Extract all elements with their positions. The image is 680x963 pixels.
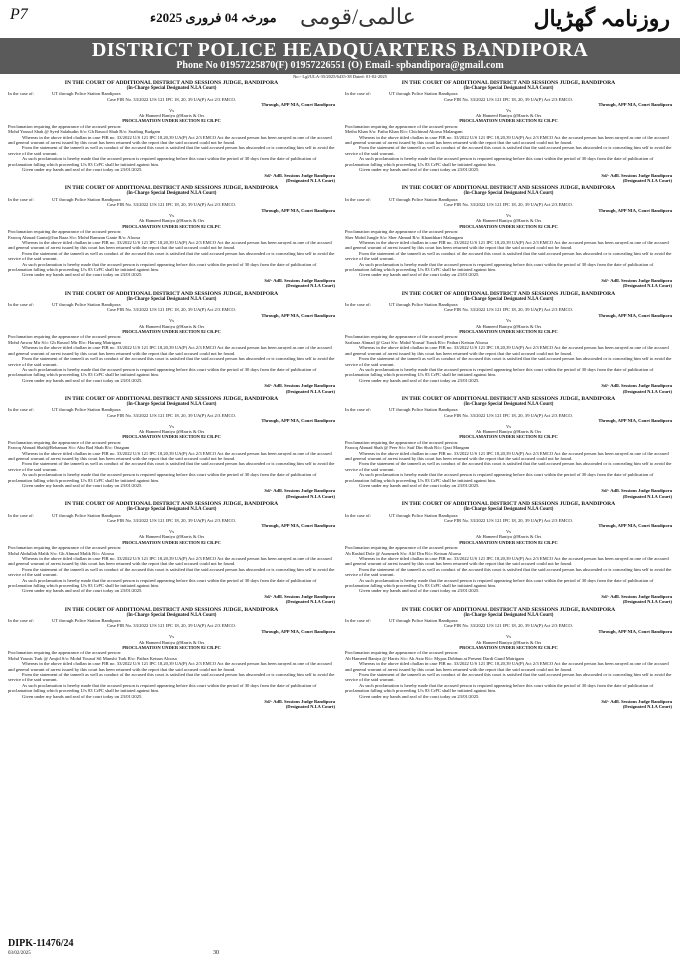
paragraph-3: As such proclamation is hereby made that the accused person is required appearing before this court within the period of 30 days from the date of publication of proclamation falling which proceeding U/s 83 CrPC shall be initiated against him. bbox=[8, 261, 317, 272]
through-line: Through, APP NIA, Court Bandipora bbox=[261, 312, 335, 318]
court-heading: IN THE COURT OF ADDITIONAL DISTRICT AND SESSIONS JUDGE, BANDIPORA bbox=[64, 80, 279, 86]
court-heading: IN THE COURT OF ADDITIONAL DISTRICT AND SESSIONS JUDGE, BANDIPORA bbox=[401, 501, 616, 508]
given-line: Given under my hands and seal of the court today on 23/01/2025. bbox=[22, 272, 143, 278]
footer bbox=[8, 938, 672, 960]
case-label: In the case of: bbox=[345, 512, 371, 518]
given-line: Given under my hands and seal of the court today on 23/01/2025. bbox=[22, 377, 143, 383]
vs-line: Vs bbox=[168, 634, 175, 640]
court-heading: IN THE COURT OF ADDITIONAL DISTRICT AND SESSIONS JUDGE, BANDIPORA bbox=[401, 290, 616, 297]
accused-person: Ab Rashid Dole @ Aurunzeb S/o: Alif Din R/o: Ketsun Aloosa bbox=[345, 550, 462, 556]
accused-person: Mohd Younis Turk @ Amjid S/o: Mohd Yousuf Sil Munshi Turk R/o: Pathra Ketsun Aloosa bbox=[8, 655, 177, 661]
given-line: Given under my hands and seal of the court today on 23/01/2025. bbox=[22, 167, 143, 173]
case-line2: Case FIR No. 33/2022 U/S 121 IPC 18, 20, 39 UA(P) Act 2/3 EMCO. bbox=[106, 412, 236, 418]
proclamation-title: PROCLAMATION UNDER SECTION 82 CR.PC bbox=[122, 645, 221, 650]
paragraph-1: Whereas in the above titled challan in case FIR no. 33/2022 U/S 121 IPC 18,20,39 UA(P) Act 2/3 EMCO Act the accused person has been arrayed as one of the accused and general warrant of arrest issued by this court has been returned with the report that the said accused could not be found. bbox=[345, 134, 669, 146]
paragraph-1: Whereas in the above titled challan in case FIR no. 33/2022 U/S 121 IPC 18,20,39 UA(P) Act 2/3 EMCO Act the accused person has been arrayed as one of the accused and general warrant of arrest issued by this court has been returned with the report that the said accused could not be found. bbox=[8, 661, 332, 672]
case-line1: UT through Police Station Bandipora bbox=[52, 407, 121, 413]
proclamation-request: Proclamation requiring the appearance of the accused person: bbox=[8, 545, 122, 551]
proclamation-title: PROCLAMATION UNDER SECTION 82 CR.PC bbox=[459, 118, 558, 124]
accused-main: Ab Hameed Baniya @Harris & Ors bbox=[475, 113, 542, 119]
given-line: Given under my hands and seal of the court today on 23/01/2025. bbox=[359, 483, 480, 489]
case-line2: Case FIR No. 33/2022 U/S 121 IPC 18, 20, 39 UA(P) Act 2/3 EMCO. bbox=[106, 96, 236, 102]
accused-main: Ab Hameed Baniya @Harris & Ors bbox=[138, 323, 205, 329]
accused-main: Ab Hameed Baniya @Harris & Ors bbox=[138, 534, 205, 540]
case-line1: UT through Police Station Bandipora bbox=[52, 617, 121, 623]
signature-line: Sd/- Adll. Sessions Judge Bandipora bbox=[601, 383, 672, 389]
proclamation-notice bbox=[345, 291, 672, 394]
proclamation-notice bbox=[345, 607, 672, 710]
reference-number: No:- Lgl/ULA-35/2025/6435-38 Dated: 01-02-2025 bbox=[293, 74, 387, 79]
accused-person: Farooq Ahmad Shah @ Peer S/o: Saif Din Shah R/o: Qazi Mangam bbox=[345, 445, 470, 451]
court-subheading: (In-Charge Special Designated N.I.A Court) bbox=[463, 86, 554, 91]
paragraph-1: Whereas in the above titled challan in case FIR no. 33/2022 U/S 121 IPC 18,20,39 UA(P) Act 2/3 EMCO Act the accused person has been arrayed as one of the accused and general warrant of arrest issued by this court has been returned with the report that the said accused could not be found. bbox=[8, 345, 332, 356]
case-line1: UT through Police Station Bandipora bbox=[52, 91, 121, 97]
accused-person: Mohd Anwar Mir S/o: Gh Rasool Mir R/o: Harung Matrigam bbox=[8, 339, 121, 345]
given-line: Given under my hands and seal of the court today on 23/01/2025. bbox=[359, 693, 480, 699]
proclamation-notice bbox=[345, 501, 672, 604]
signature-court: (Designated N.I.A Court) bbox=[622, 704, 672, 710]
case-line1: UT through Police Station Bandipora bbox=[52, 512, 121, 518]
paragraph-2: From the statement of the tameeli as well as conduct of the accused this court is satisfied that the said accused person has absconded or is concealing him self to avoid the service of the said warrant. bbox=[345, 672, 672, 683]
paragraph-3: As such proclamation is hereby made that the accused person is required appearing before this court within the period of 30 days from the date of publication of proclamation falling which proceeding U/s 83 CrPC shall be initiated against him. bbox=[345, 472, 654, 483]
vs-line: Vs bbox=[168, 212, 175, 218]
paragraph-3: As such proclamation is hereby made that the accused person is required appearing before this court within the period of 30 days from the date of publication of proclamation falling which proceeding U/s 83 CrPC shall be initiated against him. bbox=[8, 577, 317, 588]
paragraph-1: Whereas in the above titled challan in case FIR no. 33/2022 U/S 121 IPC 18,20,39 UA(P) Act 2/3 EMCO Act the accused person has been arrayed as one of the accused and general warrant of arrest issued by this court has been returned with the report that the said accused could not be found. bbox=[8, 450, 332, 461]
paragraph-2: From the statement of the tameeli as well as conduct of the accused this court is satisfied that the said accused person has absconded or is concealing him self to avoid the service of the said warrant. bbox=[8, 566, 335, 578]
case-line2: Case FIR No. 33/2022 U/S 121 IPC 18, 20, 39 UA(P) Act 2/3 EMCO. bbox=[106, 518, 236, 524]
signature-court: (Designated N.I.A Court) bbox=[622, 493, 672, 499]
case-label: In the case of: bbox=[345, 91, 371, 97]
paragraph-1: Whereas in the above titled challan in case FIR no. 33/2022 U/S 121 IPC 18,20,39 UA(P) Act 2/3 EMCO Act the accused person has been arrayed as one of the accused and general warrant of arrest issued by this court has been returned with the report that the said accused could not be found. bbox=[345, 661, 669, 672]
through-line: Through, APP NIA, Court Bandipora bbox=[598, 102, 672, 108]
court-subheading: (In-Charge Special Designated N.I.A Court) bbox=[463, 507, 554, 513]
paragraph-3: As such proclamation is hereby made that the accused person is required appearing before this court within the period of 30 days from the date of publication of proclamation falling which proceeding U/s 83 CrPC shall be initiated against him. bbox=[345, 156, 654, 167]
paragraph-1: Whereas in the above titled challan in case FIR no. 33/2022 U/S 121 IPC 18,20,39 UA(P) Act 2/3 EMCO Act the accused person has been arrayed as one of the accused and general warrant of arrest issued by this court has been returned with the report that the said accused could not be found. bbox=[8, 555, 332, 567]
banner-title: DISTRICT POLICE HEADQUARTERS BANDIPORA bbox=[91, 39, 589, 61]
case-line2: Case FIR No. 33/2022 U/S 121 IPC 18, 20, 39 UA(P) Act 2/3 EMCO. bbox=[443, 518, 573, 524]
signature-line: Sd/- Adll. Sessions Judge Bandipora bbox=[264, 488, 335, 494]
case-line1: UT through Police Station Bandipora bbox=[52, 302, 121, 308]
paragraph-3: As such proclamation is hereby made that the accused person is required appearing before this court within the period of 30 days from the date of publication of proclamation falling which proceeding U/s 83 CrPC shall be initiated against him. bbox=[8, 366, 317, 378]
case-line1: UT through Police Station Bandipora bbox=[389, 617, 458, 623]
accused-main: Ab Hameed Baniya @Harris & Ors bbox=[475, 534, 542, 540]
court-heading: IN THE COURT OF ADDITIONAL DISTRICT AND SESSIONS JUDGE, BANDIPORA bbox=[401, 185, 616, 192]
case-label: In the case of: bbox=[8, 617, 34, 623]
vs-line: Vs bbox=[168, 528, 175, 534]
signature-court: (Designated N.I.A Court) bbox=[285, 599, 335, 605]
proclamation-notice bbox=[8, 80, 335, 183]
proclamation-notice bbox=[345, 80, 672, 183]
accused-main: Ab Hameed Baniya @Harris & Ors bbox=[475, 218, 542, 224]
proclamation-notice bbox=[8, 501, 335, 604]
signature-court: (Designated N.I.A Court) bbox=[622, 599, 672, 605]
proclamation-notice bbox=[8, 396, 335, 499]
proclamation-request: Proclamation requiring the appearance of the accused person: bbox=[8, 439, 122, 445]
newspaper-name: روزنامہ گھڑیال bbox=[533, 6, 670, 31]
accused-main: Ab Hameed Baniya @Harris & Ors bbox=[475, 639, 542, 645]
signature-line: Sd/- Adll. Sessions Judge Bandipora bbox=[601, 172, 672, 178]
vs-line: Vs bbox=[505, 107, 512, 113]
through-line: Through, APP NIA, Court Bandipora bbox=[261, 523, 335, 529]
accused-main: Ab Hameed Baniya @Harris & Ors bbox=[138, 113, 205, 119]
through-line: Through, APP NIA, Court Bandipora bbox=[598, 312, 672, 318]
signature-line: Sd/- Adll. Sessions Judge Bandipora bbox=[264, 593, 335, 599]
given-line: Given under my hands and seal of the court today on 23/01/2025. bbox=[359, 167, 480, 173]
accused-person: Farooq Ahmad Shah@Rehaman S/o: Abu Bad Shah R/o: Onagam bbox=[8, 445, 130, 451]
signature-line: Sd/- Adll. Sessions Judge Bandipora bbox=[264, 383, 335, 389]
signature-court: (Designated N.I.A Court) bbox=[285, 388, 335, 394]
court-heading: IN THE COURT OF ADDITIONAL DISTRICT AND SESSIONS JUDGE, BANDIPORA bbox=[64, 501, 279, 508]
signature-court: (Designated N.I.A Court) bbox=[622, 177, 672, 183]
case-line2: Case FIR No. 33/2022 U/S 121 IPC 18, 20, 39 UA(P) Act 2/3 EMCO. bbox=[443, 623, 573, 629]
paragraph-1: Whereas in the above titled challan in case FIR no. 33/2022 U/S 121 IPC 18,20,39 UA(P) Act 2/3 EMCO Act the accused person has been arrayed as one of the accused and general warrant of arrest issued by this court has been returned with the report that the said accused could not be found. bbox=[345, 345, 669, 356]
given-line: Given under my hands and seal of the court today on 23/01/2025. bbox=[22, 693, 143, 699]
through-line: Through, APP NIA, Court Bandipora bbox=[261, 102, 335, 108]
proclamation-notice bbox=[345, 396, 672, 499]
proclamation-title: PROCLAMATION UNDER SECTION 82 CR.PC bbox=[459, 329, 558, 335]
proclamation-notice bbox=[8, 291, 335, 394]
proclamation-title: PROCLAMATION UNDER SECTION 82 CR.PC bbox=[122, 118, 221, 124]
through-line: Through, APP NIA, Court Bandipora bbox=[598, 418, 672, 424]
section-title: عالمی/قومی bbox=[300, 4, 416, 29]
paragraph-2: From the statement of the tameeli as well as conduct of the accused this court is satisfied that the said accused person has absconded or is concealing him self to avoid the service of the said warrant. bbox=[8, 356, 335, 367]
court-heading: IN THE COURT OF ADDITIONAL DISTRICT AND SESSIONS JUDGE, BANDIPORA bbox=[64, 185, 279, 192]
case-line1: UT through Police Station Bandipora bbox=[389, 407, 458, 413]
court-subheading: (In-Charge Special Designated N.I.A Court) bbox=[126, 401, 217, 407]
banner-contact: Phone No 01957225870(F) 01957226551 (O) Email- spbandipora@gmail.com bbox=[176, 60, 504, 71]
paragraph-3: As such proclamation is hereby made that the accused person is required appearing before this court within the period of 30 days from the date of publication of proclamation falling which proceeding U/s 83 CrPC shall be initiated against him. bbox=[8, 682, 317, 694]
accused-person: Ab Hameed Baniya @ Harris S/o: Ab Aziz R/o: Mypas Dobbun at Present Dardi Gund Matrigam bbox=[345, 655, 524, 661]
page-number: P7 bbox=[10, 6, 28, 23]
proclamation-title: PROCLAMATION UNDER SECTION 82 CR.PC bbox=[122, 329, 221, 335]
accused-person: Sher Mohd Jungle S/o: Sher Ahmad R/o: Khanthkari Malangam bbox=[345, 234, 463, 240]
vs-line: Vs bbox=[505, 528, 512, 534]
paragraph-2: From the statement of the tameeli as well as conduct of the accused this court is satisfied that the said accused person has absconded or is concealing him self to avoid the service of the said warrant. bbox=[8, 461, 335, 472]
paragraph-1: Whereas in the above titled challan in case FIR no. 33/2022 U/S 121 IPC 18,20,39 UA(P) Act 2/3 EMCO Act the accused person has been arrayed as one of the accused and general warrant of arrest issued by this court has been returned with the report that the said accused could not be found. bbox=[8, 134, 332, 146]
signature-line: Sd/- Adll. Sessions Judge Bandipora bbox=[601, 699, 672, 705]
left-column bbox=[8, 80, 335, 935]
signature-court: (Designated N.I.A Court) bbox=[622, 388, 672, 394]
case-line1: UT through Police Station Bandipora bbox=[389, 91, 458, 97]
court-heading: IN THE COURT OF ADDITIONAL DISTRICT AND SESSIONS JUDGE, BANDIPORA bbox=[401, 395, 616, 402]
court-subheading: (In-Charge Special Designated N.I.A Court) bbox=[463, 401, 554, 407]
vs-line: Vs bbox=[168, 318, 175, 324]
masthead bbox=[0, 0, 680, 38]
court-subheading: (In-Charge Special Designated N.I.A Court) bbox=[126, 86, 217, 91]
proclamation-request: Proclamation requiring the appearance of the accused person: bbox=[8, 650, 122, 656]
paragraph-1: Whereas in the above titled challan in case FIR no. 33/2022 U/S 121 IPC 18,20,39 UA(P) Act 2/3 EMCO Act the accused person has been arrayed as one of the accused and general warrant of arrest issued by this court has been returned with the report that the said accused could not be found. bbox=[345, 450, 669, 461]
accused-main: Ab Hameed Baniya @Harris & Ors bbox=[138, 639, 205, 645]
paragraph-2: From the statement of the tameeli as well as conduct of the accused this court is satisfied that the said accused person has absconded or is concealing him self to avoid the service of the said warrant. bbox=[8, 250, 335, 262]
case-line2: Case FIR No. 33/2022 U/S 121 IPC 18, 20, 39 UA(P) Act 2/3 EMCO. bbox=[443, 96, 573, 102]
court-subheading: (In-Charge Special Designated N.I.A Court) bbox=[463, 612, 554, 618]
paragraph-3: As such proclamation is hereby made that the accused person is required appearing before this court within the period of 30 days from the date of publication of proclamation falling which proceeding U/s 83 CrPC shall be initiated against him. bbox=[345, 366, 654, 378]
notices-area bbox=[8, 80, 672, 935]
accused-person: Sarfaraz Ahmad @ Gazi S/o: Mohd Yousuf Turuk R/o: Pathari Ketsun Aloosa bbox=[345, 339, 489, 345]
given-line: Given under my hands and seal of the court today on 23/01/2025. bbox=[359, 588, 480, 594]
vs-line: Vs bbox=[505, 634, 512, 640]
proclamation-title: PROCLAMATION UNDER SECTION 82 CR.PC bbox=[122, 539, 221, 545]
paragraph-3: As such proclamation is hereby made that the accused person is required appearing before this court within the period of 30 days from the date of publication of proclamation falling which proceeding U/s 83 CrPC shall be initiated against him. bbox=[8, 156, 317, 167]
case-label: In the case of: bbox=[345, 196, 371, 202]
signature-line: Sd/- Adll. Sessions Judge Bandipora bbox=[264, 699, 335, 705]
vs-line: Vs bbox=[505, 423, 512, 429]
vs-line: Vs bbox=[168, 423, 175, 429]
signature-court: (Designated N.I.A Court) bbox=[285, 704, 335, 710]
paragraph-2: From the statement of the tameeli as well as conduct of the accused this court is satisfied that the said accused person has absconded or is concealing him self to avoid the service of the said warrant. bbox=[345, 356, 672, 367]
case-line2: Case FIR No. 33/2022 U/S 121 IPC 18, 20, 39 UA(P) Act 2/3 EMCO. bbox=[443, 307, 573, 313]
signature-line: Sd/- Adll. Sessions Judge Bandipora bbox=[264, 277, 335, 283]
proclamation-title: PROCLAMATION UNDER SECTION 82 CR.PC bbox=[459, 223, 558, 229]
title-banner bbox=[0, 38, 680, 74]
court-subheading: (In-Charge Special Designated N.I.A Court) bbox=[463, 296, 554, 302]
proclamation-title: PROCLAMATION UNDER SECTION 82 CR.PC bbox=[122, 434, 221, 440]
given-line: Given under my hands and seal of the court today on 23/01/2025. bbox=[359, 272, 480, 278]
case-label: In the case of: bbox=[8, 91, 34, 97]
court-subheading: (In-Charge Special Designated N.I.A Court) bbox=[126, 507, 217, 513]
case-line2: Case FIR No. 33/2022 U/S 121 IPC 18, 20, 39 UA(P) Act 2/3 EMCO. bbox=[443, 412, 573, 418]
proclamation-request: Proclamation requiring the appearance of the accused person: bbox=[345, 439, 459, 445]
paragraph-3: As such proclamation is hereby made that the accused person is required appearing before this court within the period of 30 days from the date of publication of proclamation falling which proceeding U/s 83 CrPC shall be initiated against him. bbox=[8, 472, 317, 483]
accused-person: Mohd Abdullah Malik S/o: Gh Ahmad Malik R/o: Aloosa bbox=[8, 550, 114, 556]
case-label: In the case of: bbox=[8, 407, 34, 413]
issue-date: مورخہ 04 فروری 2025ء bbox=[150, 10, 277, 25]
case-label: In the case of: bbox=[8, 302, 34, 308]
signature-line: Sd/- Adll. Sessions Judge Bandipora bbox=[601, 593, 672, 599]
case-line2: Case FIR No. 33/2022 U/S 121 IPC 18, 20, 39 UA(P) Act 2/3 EMCO. bbox=[106, 307, 236, 313]
footer-page: 30 bbox=[213, 950, 219, 956]
proclamation-title: PROCLAMATION UNDER SECTION 82 CR.PC bbox=[459, 645, 558, 650]
signature-court: (Designated N.I.A Court) bbox=[285, 177, 335, 183]
case-line2: Case FIR No. 33/2022 U/S 121 IPC 18, 20, 39 UA(P) Act 2/3 EMCO. bbox=[443, 202, 573, 208]
footer-date: 03/02/2025 bbox=[8, 951, 31, 956]
court-subheading: (In-Charge Special Designated N.I.A Court) bbox=[126, 612, 217, 618]
through-line: Through, APP NIA, Court Bandipora bbox=[598, 523, 672, 529]
case-label: In the case of: bbox=[345, 407, 371, 413]
accused-person: Farooq Ahmad Ganie@Jan Baaz S/o: Mohd Ramzan Ganie R/o: Aloosa bbox=[8, 234, 141, 240]
case-label: In the case of: bbox=[8, 512, 34, 518]
case-line1: UT through Police Station Bandipora bbox=[389, 512, 458, 518]
paragraph-1: Whereas in the above titled challan in case FIR no. 33/2022 U/S 121 IPC 18,20,39 UA(P) Act 2/3 EMCO Act the accused person has been arrayed as one of the accused and general warrant of arrest issued by this court has been returned with the report that the said accused could not be found. bbox=[345, 239, 669, 251]
signature-line: Sd/- Adll. Sessions Judge Bandipora bbox=[601, 277, 672, 283]
signature-court: (Designated N.I.A Court) bbox=[622, 283, 672, 289]
through-line: Through, APP NIA, Court Bandipora bbox=[261, 418, 335, 424]
proclamation-notice bbox=[8, 607, 335, 710]
proclamation-request: Proclamation requiring the appearance of the accused person: bbox=[345, 334, 459, 340]
court-heading: IN THE COURT OF ADDITIONAL DISTRICT AND SESSIONS JUDGE, BANDIPORA bbox=[401, 606, 616, 613]
court-heading: IN THE COURT OF ADDITIONAL DISTRICT AND SESSIONS JUDGE, BANDIPORA bbox=[64, 606, 279, 613]
paragraph-2: From the statement of the tameeli as well as conduct of the accused this court is satisfied that the said accused person has absconded or is concealing him self to avoid the service of the said warrant. bbox=[345, 250, 672, 262]
given-line: Given under my hands and seal of the court today on 23/01/2025. bbox=[359, 377, 480, 383]
proclamation-title: PROCLAMATION UNDER SECTION 82 CR.PC bbox=[122, 223, 221, 229]
case-label: In the case of: bbox=[8, 196, 34, 202]
signature-line: Sd/- Adll. Sessions Judge Bandipora bbox=[601, 488, 672, 494]
paragraph-1: Whereas in the above titled challan in case FIR no. 33/2022 U/S 121 IPC 18,20,39 UA(P) Act 2/3 EMCO Act the accused person has been arrayed as one of the accused and general warrant of arrest issued by this court has been returned with the report that the said accused could not be found. bbox=[345, 555, 669, 567]
accused-main: Ab Hameed Baniya @Harris & Ors bbox=[475, 428, 542, 434]
proclamation-request: Proclamation requiring the appearance of the accused person: bbox=[8, 123, 122, 129]
case-label: In the case of: bbox=[345, 302, 371, 308]
through-line: Through, APP NIA, Court Bandipora bbox=[598, 207, 672, 213]
case-line2: Case FIR No. 33/2022 U/S 121 IPC 18, 20, 39 UA(P) Act 2/3 EMCO. bbox=[106, 623, 236, 629]
signature-line: Sd/- Adll. Sessions Judge Bandipora bbox=[264, 172, 335, 178]
case-line1: UT through Police Station Bandipora bbox=[389, 302, 458, 308]
given-line: Given under my hands and seal of the court today on 23/01/2025. bbox=[22, 588, 143, 594]
court-subheading: (In-Charge Special Designated N.I.A Court) bbox=[126, 296, 217, 302]
accused-main: Ab Hameed Baniya @Harris & Ors bbox=[475, 323, 542, 329]
paragraph-3: As such proclamation is hereby made that the accused person is required appearing before this court within the period of 30 days from the date of publication of proclamation falling which proceeding U/s 83 CrPC shall be initiated against him. bbox=[345, 261, 654, 272]
court-subheading: (In-Charge Special Designated N.I.A Court) bbox=[463, 191, 554, 197]
proclamation-notice bbox=[345, 185, 672, 288]
through-line: Through, APP NIA, Court Bandipora bbox=[261, 628, 335, 634]
paragraph-2: From the statement of the tameeli as well as conduct of the accused this court is satisfied that the said accused person has absconded or is concealing him self to avoid the service of the said warrant. bbox=[345, 566, 672, 578]
accused-person: Metha Khan S/o: Fatha Khan R/o: Chichinad Aloosa Malangam bbox=[345, 129, 463, 135]
paragraph-2: From the statement of the tameeli as well as conduct of the accused this court is satisfied that the said accused person has absconded or is concealing him self to avoid the service of the said warrant. bbox=[345, 461, 672, 472]
paragraph-2: From the statement of the tameeli as well as conduct of the accused this court is satisfied that the said accused person has absconded or is concealing him self to avoid the service of the said warrant. bbox=[8, 672, 335, 683]
proclamation-notice bbox=[8, 185, 335, 288]
proclamation-request: Proclamation requiring the appearance of the accused person: bbox=[345, 123, 459, 129]
accused-main: Ab Hameed Baniya @Harris & Ors bbox=[138, 428, 205, 434]
proclamation-request: Proclamation requiring the appearance of the accused person: bbox=[8, 334, 122, 340]
proclamation-request: Proclamation requiring the appearance of the accused person: bbox=[345, 650, 459, 656]
court-heading: IN THE COURT OF ADDITIONAL DISTRICT AND SESSIONS JUDGE, BANDIPORA bbox=[64, 290, 279, 297]
paragraph-3: As such proclamation is hereby made that the accused person is required appearing before this court within the period of 30 days from the date of publication of proclamation falling which proceeding U/s 83 CrPC shall be initiated against him. bbox=[345, 682, 654, 694]
paragraph-2: From the statement of the tameeli as well as conduct of the accused this court is satisfied that the said accused person has absconded or is concealing him self to avoid the service of the said warrant. bbox=[345, 145, 672, 156]
through-line: Through, APP NIA, Court Bandipora bbox=[261, 207, 335, 213]
signature-court: (Designated N.I.A Court) bbox=[285, 283, 335, 289]
case-line1: UT through Police Station Bandipora bbox=[52, 196, 121, 202]
case-line1: UT through Police Station Bandipora bbox=[389, 196, 458, 202]
signature-court: (Designated N.I.A Court) bbox=[285, 493, 335, 499]
paragraph-2: From the statement of the tameeli as well as conduct of the accused this court is satisfied that the said accused person has absconded or is concealing him self to avoid the service of the said warrant. bbox=[8, 145, 335, 156]
paragraph-3: As such proclamation is hereby made that the accused person is required appearing before this court within the period of 30 days from the date of publication of proclamation falling which proceeding U/s 83 CrPC shall be initiated against him. bbox=[345, 577, 654, 588]
proclamation-title: PROCLAMATION UNDER SECTION 82 CR.PC bbox=[459, 434, 558, 440]
court-heading: IN THE COURT OF ADDITIONAL DISTRICT AND SESSIONS JUDGE, BANDIPORA bbox=[401, 80, 616, 86]
vs-line: Vs bbox=[505, 318, 512, 324]
proclamation-title: PROCLAMATION UNDER SECTION 82 CR.PC bbox=[459, 539, 558, 545]
case-label: In the case of: bbox=[345, 617, 371, 623]
accused-person: Mohd Yousuf Shah @ Syed Salahudin S/o: Gh Rasool Shah R/o: Soaibug Budgam bbox=[8, 129, 161, 135]
proclamation-request: Proclamation requiring the appearance of the accused person: bbox=[345, 229, 459, 235]
right-column bbox=[345, 80, 672, 935]
through-line: Through, APP NIA, Court Bandipora bbox=[598, 628, 672, 634]
dipk-number: DIPK-11476/24 bbox=[8, 938, 74, 949]
court-subheading: (In-Charge Special Designated N.I.A Court) bbox=[126, 191, 217, 197]
proclamation-request: Proclamation requiring the appearance of the accused person: bbox=[345, 545, 459, 551]
vs-line: Vs bbox=[168, 107, 175, 113]
proclamation-request: Proclamation requiring the appearance of the accused person: bbox=[8, 229, 122, 235]
case-line2: Case FIR No. 33/2022 U/S 121 IPC 18, 20, 39 UA(P) Act 2/3 EMCO. bbox=[106, 202, 236, 208]
paragraph-1: Whereas in the above titled challan in case FIR no. 33/2022 U/S 121 IPC 18,20,39 UA(P) Act 2/3 EMCO Act the accused person has been arrayed as one of the accused and general warrant of arrest issued by this court has been returned with the report that the said accused could not be found. bbox=[8, 239, 332, 251]
given-line: Given under my hands and seal of the court today on 23/01/2025. bbox=[22, 483, 143, 489]
vs-line: Vs bbox=[505, 212, 512, 218]
accused-main: Ab Hameed Baniya @Harris & Ors bbox=[138, 218, 205, 224]
court-heading: IN THE COURT OF ADDITIONAL DISTRICT AND SESSIONS JUDGE, BANDIPORA bbox=[64, 395, 279, 402]
